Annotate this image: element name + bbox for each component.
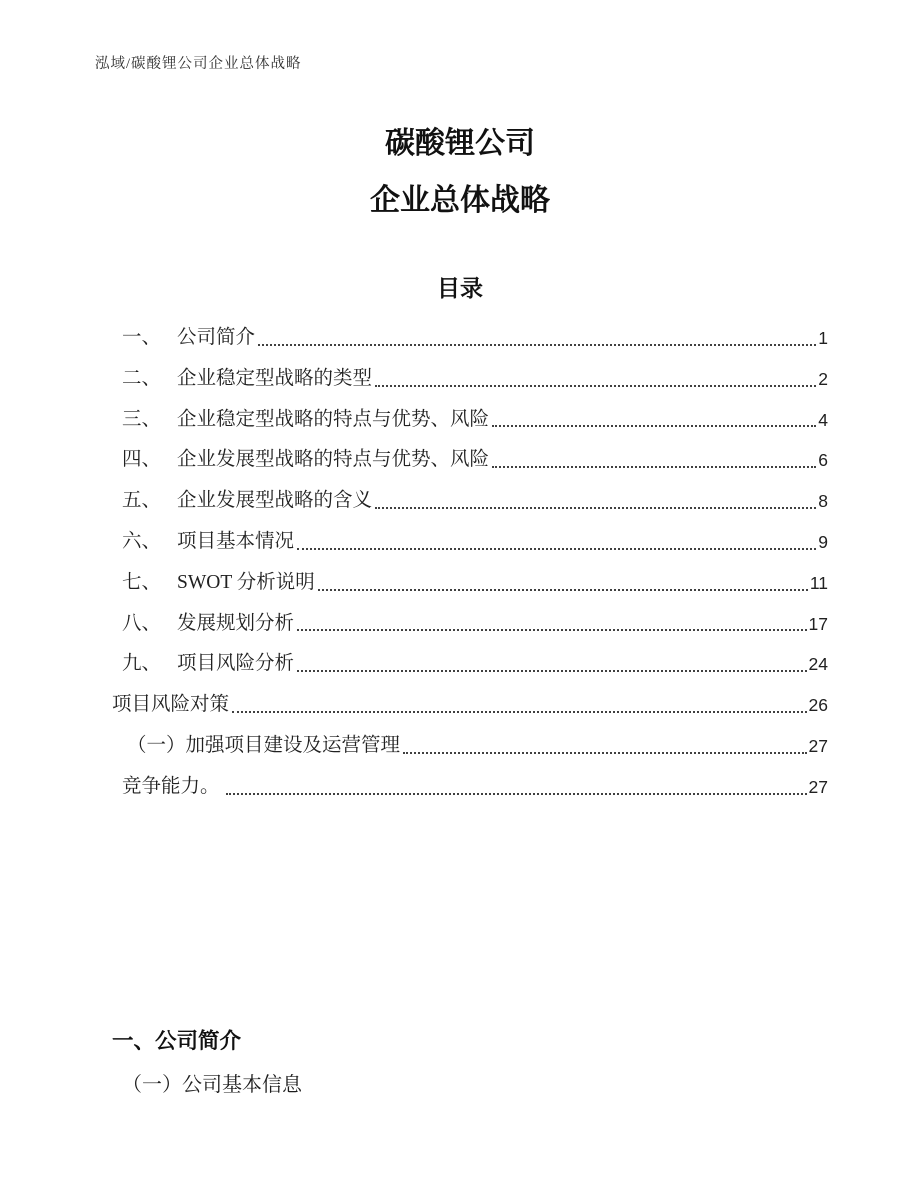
toc-entry-page-number: 17 (808, 613, 828, 634)
toc-dot-leader (226, 793, 807, 795)
toc-entry-number: 三、 (122, 408, 162, 430)
toc-entry[interactable] (122, 522, 828, 563)
toc-dot-leader (297, 548, 816, 550)
toc-entry-number: 二、 (122, 367, 162, 389)
toc-entry-label: 企业发展型战略的特点与优势、风险 (177, 449, 490, 471)
toc-dot-leader (297, 670, 807, 672)
toc-entry-paragraph-end[interactable] (122, 767, 828, 808)
toc-dot-leader (403, 752, 807, 754)
document-title-line2: 企业总体战略 (370, 184, 550, 217)
toc-dot-leader (258, 344, 816, 346)
toc-entry-label: 发展规划分析 (177, 612, 295, 634)
toc-entry[interactable] (122, 644, 828, 685)
toc-entry-page-number: 4 (818, 409, 828, 430)
toc-entry-label: 公司简介 (177, 327, 256, 348)
toc-entry-number: 九、 (122, 653, 162, 675)
toc-heading: 目录 (437, 275, 483, 301)
toc-entry-page-number: 2 (818, 368, 828, 389)
toc-entry[interactable] (122, 440, 828, 481)
toc-entry-page-number: 11 (809, 572, 828, 593)
toc-entry-label: 企业稳定型战略的特点与优势、风险 (177, 408, 490, 430)
toc-entry-page-number: 1 (818, 328, 828, 348)
document-title-line1: 碳酸锂公司 (385, 127, 535, 160)
toc-entry-number: 六、 (122, 530, 162, 552)
toc-entry-page-number: 6 (818, 450, 828, 471)
toc-entry-page-number: 8 (818, 491, 828, 512)
toc-entry-label: 项目风险分析 (177, 653, 295, 675)
toc-entry-number: 八、 (122, 612, 162, 634)
toc-entry-number: 五、 (122, 490, 162, 512)
toc-entry-label: 项目风险对策 (112, 694, 230, 716)
toc-list (112, 318, 828, 808)
toc-entry-page-number: 9 (818, 531, 828, 552)
toc-dot-leader (492, 466, 816, 468)
toc-entry[interactable] (122, 481, 828, 522)
section-heading-company-intro: 一、公司简介 (112, 1029, 242, 1053)
toc-entry-page-number: 24 (808, 654, 828, 675)
toc-entry[interactable] (122, 563, 828, 604)
toc-dot-leader (232, 711, 807, 713)
toc-dot-leader (492, 425, 816, 427)
toc-dot-leader (375, 507, 816, 509)
toc-dot-leader (318, 589, 808, 591)
toc-dot-leader (297, 629, 807, 631)
toc-entry[interactable] (122, 400, 828, 441)
toc-entry[interactable] (112, 685, 828, 726)
toc-entry[interactable] (127, 726, 828, 767)
toc-entry-label: 项目基本情况 (177, 530, 295, 552)
toc-entry[interactable] (122, 604, 828, 645)
toc-entry-number: 四、 (122, 449, 162, 471)
subsection-heading-company-basic-info: （一）公司基本信息 (122, 1074, 302, 1096)
toc-entry-number: 一、 (122, 327, 162, 348)
toc-entry-page-number: 27 (808, 776, 828, 797)
toc-paragraph-last-text: 竞争能力。 (122, 775, 220, 797)
toc-entry-label: SWOT 分析说明 (177, 571, 315, 593)
document-header: 泓域/碳酸锂公司企业总体战略 (95, 56, 302, 72)
toc-entry-page-number: 27 (808, 735, 828, 756)
toc-entry-number: 七、 (122, 571, 162, 593)
toc-entry[interactable] (122, 359, 828, 400)
toc-entry[interactable] (122, 318, 828, 359)
toc-entry-label: 企业稳定型战略的类型 (177, 367, 373, 389)
toc-entry-page-number: 26 (808, 695, 828, 716)
toc-entry-label: （一）加强项目建设及运营管理 (127, 734, 401, 756)
toc-dot-leader (375, 385, 816, 387)
toc-entry-label: 企业发展型战略的含义 (177, 490, 373, 512)
